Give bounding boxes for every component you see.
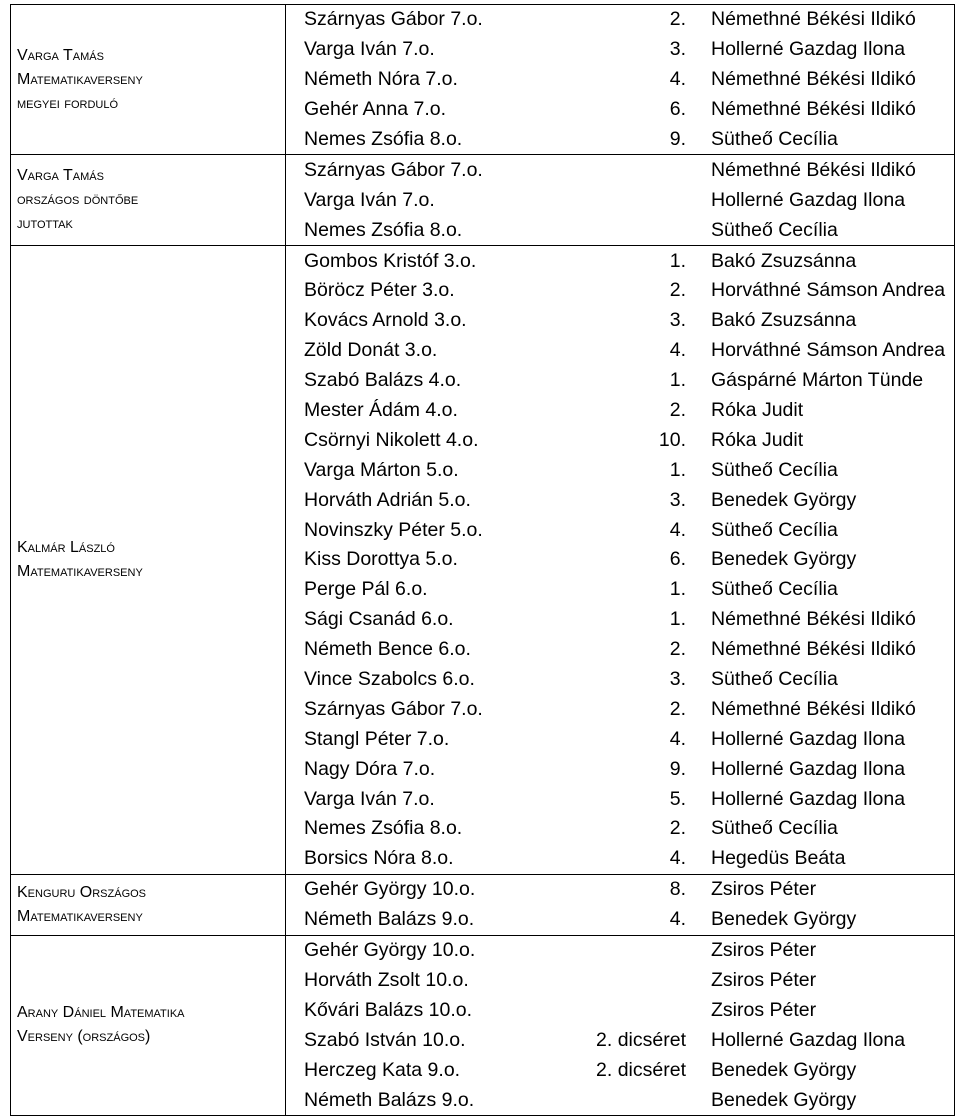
competition-name-line: Varga Tamás	[17, 46, 104, 64]
teacher-name: Benedek György	[711, 908, 857, 931]
result-row	[286, 276, 954, 306]
competition-name-line: megyei forduló	[17, 94, 119, 112]
student-name: Horváth Zsolt 10.o.	[304, 968, 469, 991]
placement: 2. dicséret	[596, 1028, 686, 1051]
student-name: Mester Ádám 4.o.	[304, 399, 458, 422]
teacher-name: Gáspárné Márton Tünde	[711, 369, 924, 392]
competition-name-line: Matematikaverseny	[17, 70, 143, 88]
student-name: Németh Balázs 9.o.	[304, 1088, 475, 1111]
teacher-name: Némethné Békési Ildikó	[711, 608, 916, 631]
student-name: Németh Bence 6.o.	[304, 638, 471, 661]
result-row	[286, 665, 954, 695]
placement: 1.	[669, 458, 686, 481]
teacher-name: Róka Judit	[711, 399, 804, 422]
teacher-name: Bakó Zsuzsánna	[711, 249, 857, 272]
result-row	[286, 425, 954, 455]
result-rows	[286, 935, 955, 1115]
student-name: Gehér György 10.o.	[304, 878, 476, 901]
student-name: Novinszky Péter 5.o.	[304, 518, 483, 541]
teacher-name: Hollerné Gazdag Ilona	[711, 188, 906, 211]
result-row	[286, 844, 954, 874]
competition-name	[11, 5, 286, 155]
student-name: Sági Csanád 6.o.	[304, 608, 454, 631]
placement: 2.	[669, 279, 686, 302]
competition-name-line: Matematikaverseny	[17, 907, 143, 925]
competition-section	[11, 155, 955, 246]
teacher-name: Benedek György	[711, 1058, 857, 1081]
result-row	[286, 155, 954, 185]
student-name: Böröcz Péter 3.o.	[304, 279, 455, 302]
teacher-name: Némethné Békési Ildikó	[711, 98, 916, 121]
student-name: Herczeg Kata 9.o.	[304, 1058, 461, 1081]
placement: 3.	[669, 309, 686, 332]
placement: 2. dicséret	[596, 1058, 686, 1081]
placement: 2.	[669, 817, 686, 840]
result-row	[286, 814, 954, 844]
competition-name-line: Verseny (országos)	[17, 1028, 151, 1046]
result-row	[286, 966, 954, 996]
competition-section	[11, 874, 955, 935]
student-name: Szárnyas Gábor 7.o.	[304, 8, 483, 31]
teacher-name: Zsiros Péter	[711, 878, 817, 901]
competition-section	[11, 5, 955, 155]
placement: 9.	[669, 128, 686, 150]
teacher-name: Némethné Békési Ildikó	[711, 638, 916, 661]
placement: 8.	[669, 878, 686, 901]
results-table	[10, 4, 955, 1116]
competition-name	[11, 935, 286, 1115]
student-name: Gehér György 10.o.	[304, 939, 476, 962]
competition-name	[11, 155, 286, 246]
result-row	[286, 215, 954, 245]
result-row	[286, 1085, 954, 1115]
competition-name-line: Matematikaverseny	[17, 562, 143, 580]
results-body	[11, 5, 955, 1116]
teacher-name: Némethné Békési Ildikó	[711, 68, 916, 91]
competition-name-line: Kalmár László	[17, 538, 115, 556]
placement: 4.	[669, 518, 686, 541]
teacher-name: Benedek György	[711, 1088, 857, 1111]
teacher-name: Hollerné Gazdag Ilona	[711, 38, 906, 61]
result-row	[286, 694, 954, 724]
result-row	[286, 65, 954, 95]
result-row	[286, 1055, 954, 1085]
placement: 5.	[669, 787, 686, 810]
result-row	[286, 366, 954, 396]
competition-name-line: jutottak	[17, 215, 73, 233]
teacher-name: Benedek György	[711, 488, 857, 511]
result-row	[286, 396, 954, 426]
student-name: Varga Iván 7.o.	[304, 188, 435, 211]
student-name: Nemes Zsófia 8.o.	[304, 817, 463, 840]
student-name: Szabó István 10.o.	[304, 1028, 466, 1051]
teacher-name: Horváthné Sámson Andrea	[711, 339, 946, 362]
student-name: Nagy Dóra 7.o.	[304, 757, 436, 780]
student-name: Németh Nóra 7.o.	[304, 68, 458, 91]
result-row	[286, 455, 954, 485]
placement: 1.	[669, 369, 686, 392]
result-row	[286, 336, 954, 366]
result-row	[286, 306, 954, 336]
teacher-name: Némethné Békési Ildikó	[711, 8, 916, 31]
teacher-name: Zsiros Péter	[711, 968, 817, 991]
student-name: Varga Iván 7.o.	[304, 787, 435, 810]
placement: 4.	[669, 339, 686, 362]
placement: 3.	[669, 488, 686, 511]
student-name: Csörnyi Nikolett 4.o.	[304, 428, 479, 451]
teacher-name: Hollerné Gazdag Ilona	[711, 727, 906, 750]
student-name: Kővári Balázs 10.o.	[304, 998, 473, 1021]
result-row	[286, 724, 954, 754]
student-name: Varga Márton 5.o.	[304, 458, 459, 481]
student-name: Horváth Adrián 5.o.	[304, 488, 471, 511]
placement: 3.	[669, 38, 686, 61]
competition-name-line: országos döntőbe	[17, 191, 139, 209]
competition-name	[11, 874, 286, 935]
student-name: Nemes Zsófia 8.o.	[304, 218, 463, 241]
teacher-name: Bakó Zsuzsánna	[711, 309, 857, 332]
competition-name-line: Arany Dániel Matematika	[17, 1004, 185, 1022]
student-name: Stangl Péter 7.o.	[304, 727, 450, 750]
placement: 1.	[669, 578, 686, 601]
teacher-name: Némethné Békési Ildikó	[711, 158, 916, 181]
placement: 10.	[658, 428, 686, 451]
result-rows	[286, 246, 955, 875]
placement: 1.	[669, 608, 686, 631]
placement: 1.	[669, 249, 686, 272]
result-row	[286, 995, 954, 1025]
teacher-name: Hollerné Gazdag Ilona	[711, 787, 906, 810]
teacher-name: Sütheő Cecília	[711, 128, 838, 150]
placement: 2.	[669, 399, 686, 422]
teacher-name: Sütheő Cecília	[711, 518, 838, 541]
student-name: Vince Szabolcs 6.o.	[304, 668, 475, 691]
teacher-name: Horváthné Sámson Andrea	[711, 279, 946, 302]
competition-section	[11, 246, 955, 875]
placement: 4.	[669, 68, 686, 91]
result-row	[286, 35, 954, 65]
teacher-name: Zsiros Péter	[711, 998, 817, 1021]
student-name: Varga Iván 7.o.	[304, 38, 435, 61]
teacher-name: Hollerné Gazdag Ilona	[711, 1028, 906, 1051]
result-row	[286, 125, 954, 155]
student-name: Németh Balázs 9.o.	[304, 908, 475, 931]
result-row	[286, 754, 954, 784]
student-name: Kiss Dorottya 5.o.	[304, 548, 458, 571]
teacher-name: Sütheő Cecília	[711, 817, 838, 840]
competition-name-line: Kenguru Országos	[17, 883, 147, 901]
teacher-name: Sütheő Cecília	[711, 668, 838, 691]
competition-name-line: Varga Tamás	[17, 167, 104, 185]
result-rows	[286, 5, 955, 155]
result-row	[286, 875, 954, 905]
student-name: Gehér Anna 7.o.	[304, 98, 447, 121]
result-row	[286, 95, 954, 125]
result-row	[286, 515, 954, 545]
placement: 2.	[669, 697, 686, 720]
result-row	[286, 635, 954, 665]
student-name: Gombos Kristóf 3.o.	[304, 249, 477, 272]
result-row	[286, 246, 954, 276]
result-row	[286, 905, 954, 935]
result-row	[286, 5, 954, 35]
result-row	[286, 545, 954, 575]
placement: 4.	[669, 908, 686, 931]
student-name: Perge Pál 6.o.	[304, 578, 428, 601]
teacher-name: Hegedüs Beáta	[711, 847, 846, 870]
placement: 2.	[669, 8, 686, 31]
competition-section	[11, 935, 955, 1115]
placement: 4.	[669, 847, 686, 870]
result-row	[286, 485, 954, 515]
student-name: Kovács Arnold 3.o.	[304, 309, 467, 332]
student-name: Zöld Donát 3.o.	[304, 339, 438, 362]
student-name: Nemes Zsófia 8.o.	[304, 128, 463, 150]
competition-name	[11, 246, 286, 875]
placement: 6.	[669, 98, 686, 121]
teacher-name: Sütheő Cecília	[711, 578, 838, 601]
student-name: Szárnyas Gábor 7.o.	[304, 697, 483, 720]
placement: 9.	[669, 757, 686, 780]
result-row	[286, 784, 954, 814]
result-row	[286, 575, 954, 605]
placement: 6.	[669, 548, 686, 571]
teacher-name: Sütheő Cecília	[711, 458, 838, 481]
teacher-name: Zsiros Péter	[711, 939, 817, 962]
result-row	[286, 936, 954, 966]
result-row	[286, 185, 954, 215]
result-row	[286, 1025, 954, 1055]
student-name: Szárnyas Gábor 7.o.	[304, 158, 483, 181]
result-row	[286, 605, 954, 635]
result-rows	[286, 155, 955, 246]
placement: 3.	[669, 668, 686, 691]
teacher-name: Hollerné Gazdag Ilona	[711, 757, 906, 780]
placement: 2.	[669, 638, 686, 661]
teacher-name: Némethné Békési Ildikó	[711, 697, 916, 720]
student-name: Szabó Balázs 4.o.	[304, 369, 462, 392]
teacher-name: Sütheő Cecília	[711, 218, 838, 241]
student-name: Borsics Nóra 8.o.	[304, 847, 454, 870]
teacher-name: Benedek György	[711, 548, 857, 571]
placement: 4.	[669, 727, 686, 750]
teacher-name: Róka Judit	[711, 428, 804, 451]
result-rows	[286, 874, 955, 935]
